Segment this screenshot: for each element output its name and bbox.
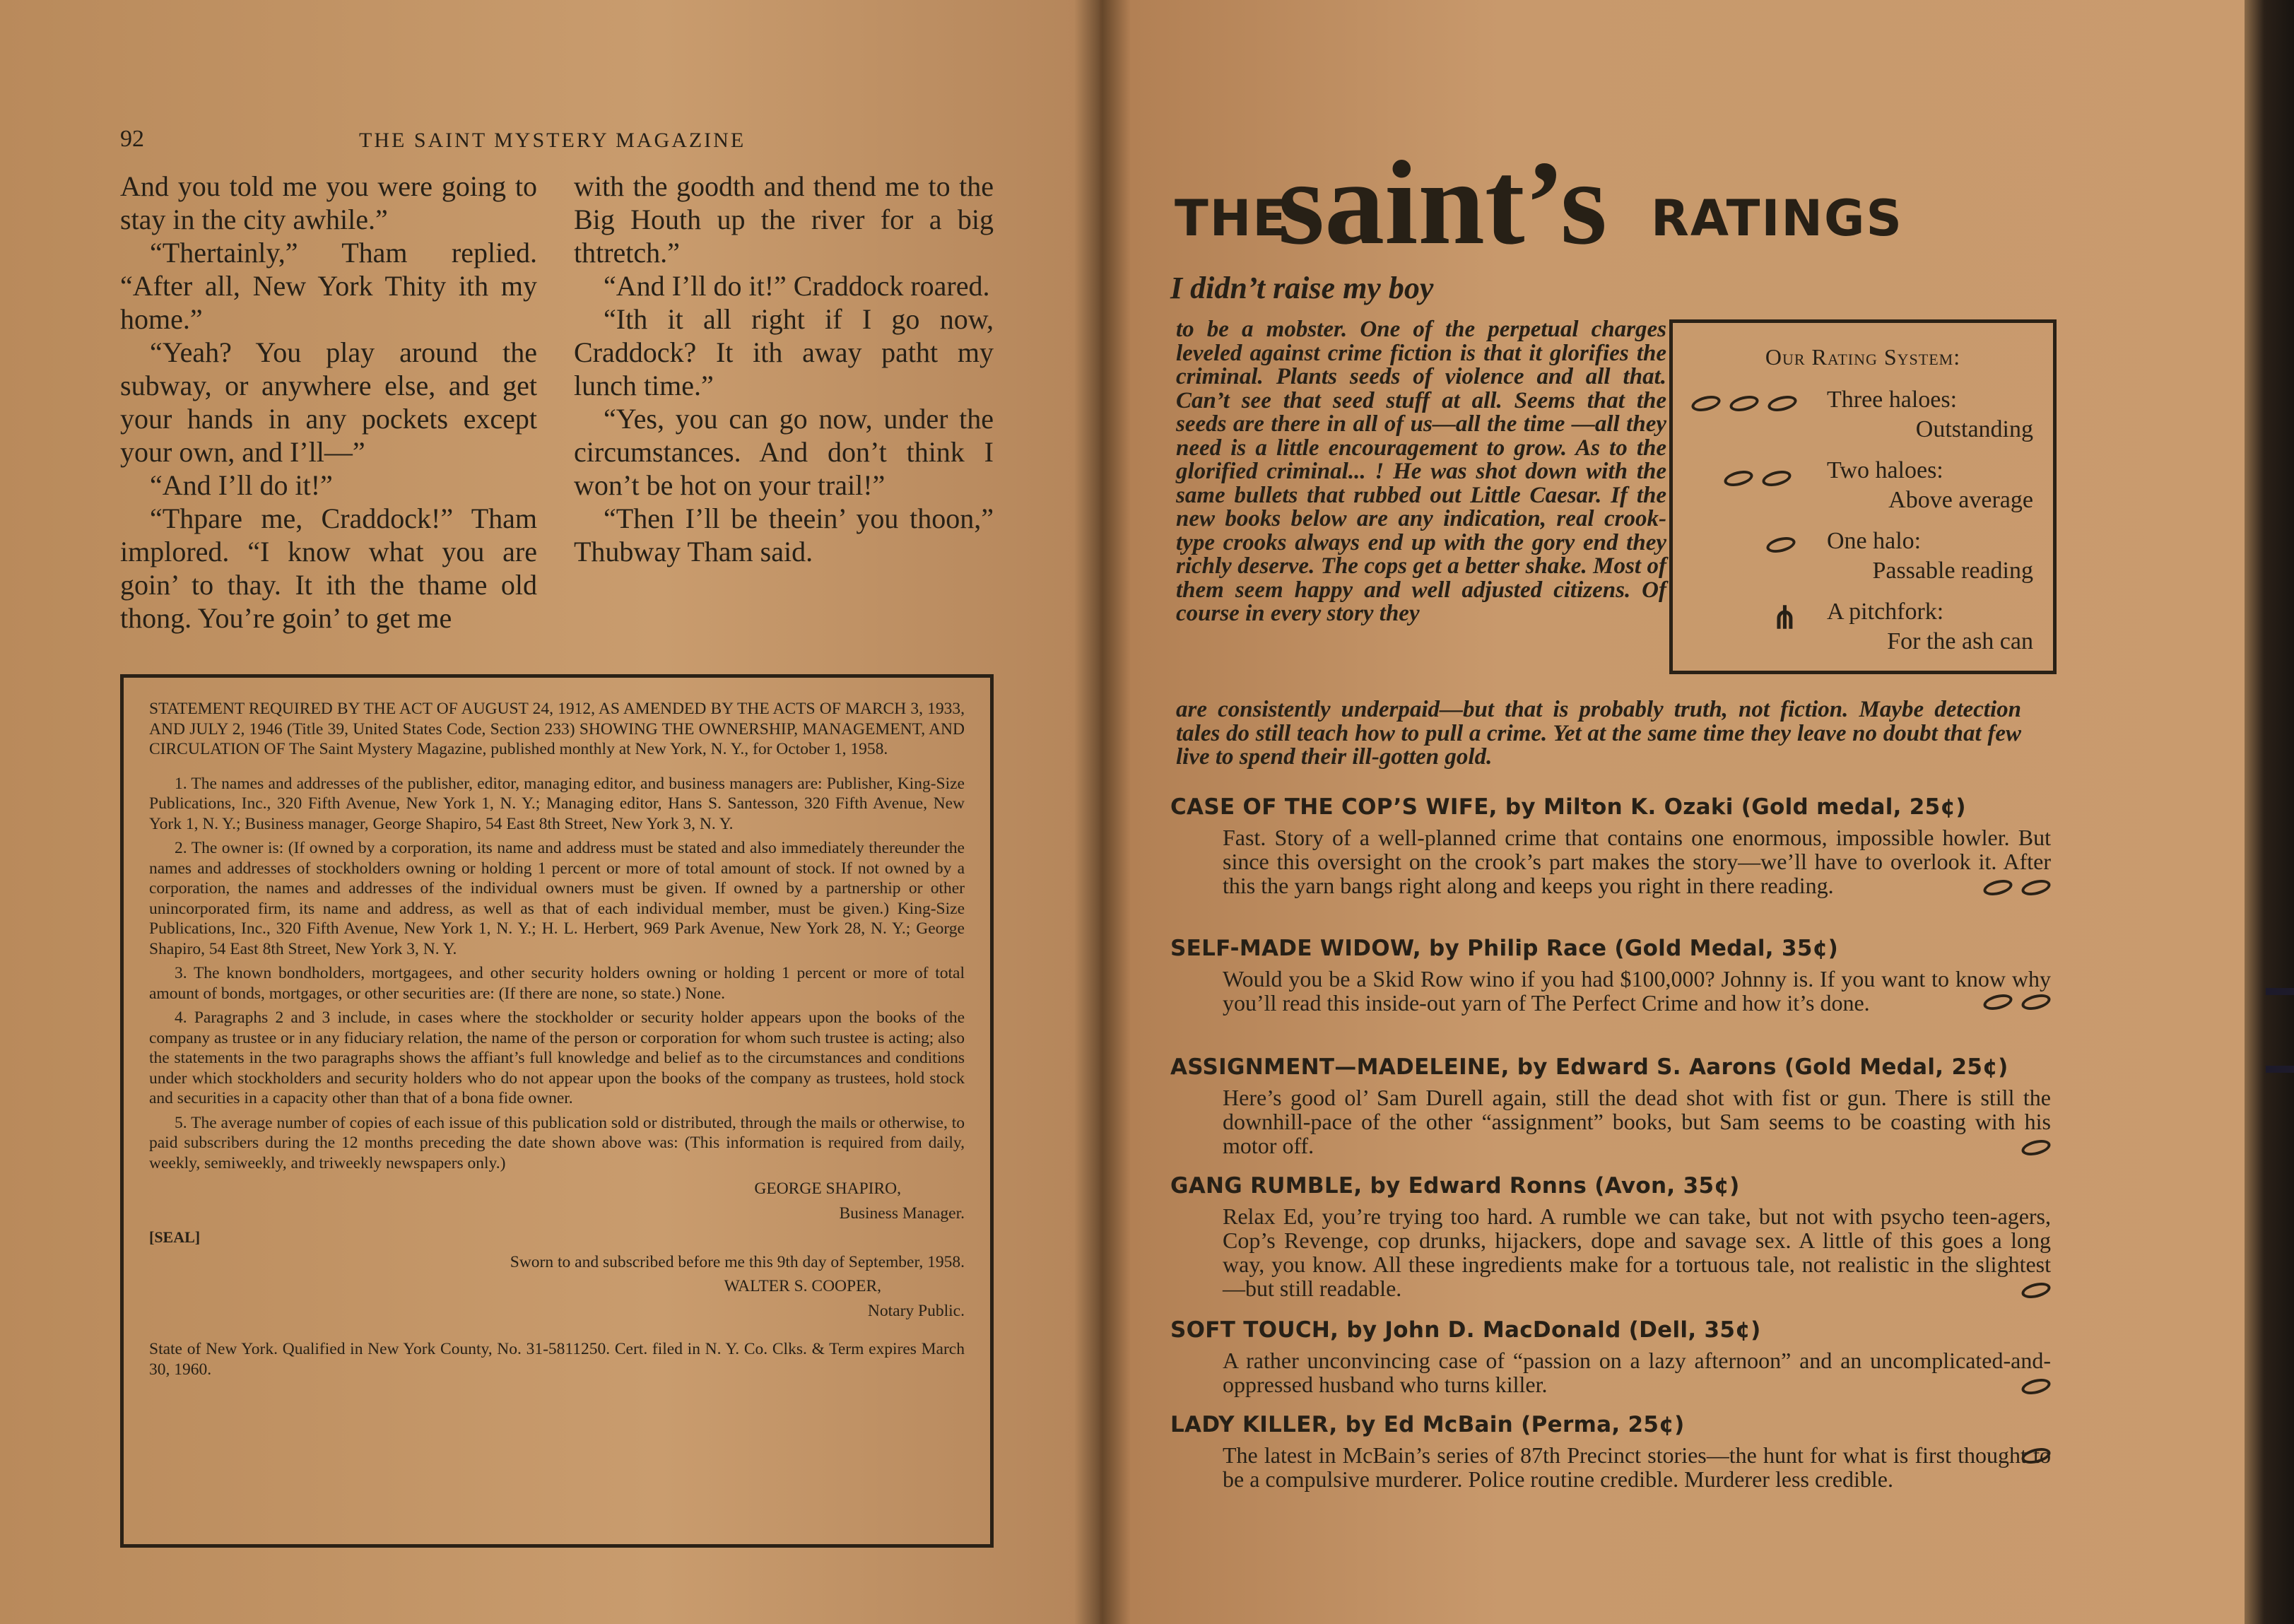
rating-label: Two haloes:: [1827, 457, 1943, 483]
pitchfork-icon: ⋔: [1772, 601, 1798, 635]
rating-label: One halo:: [1827, 528, 1922, 554]
review-item: [1170, 794, 2051, 898]
one-halo-icon: [1766, 538, 1796, 552]
story-paragraph: “And I’ll do it!” Craddock roared.: [604, 270, 990, 302]
review-item: [1170, 936, 2051, 1015]
statement-paragraph: 3. The known bondholders, mortgagees, and other security holders owning or holding 1 percent or more of total amount of bonds, mortgages, or other securities are: (If there are none, so state.) None.: [149, 964, 965, 1003]
statement-footer: State of New York. Qualified in New York County, No. 31-5811250. Cert. filed in N. Y. Co. Clks. & Term expires March 30, 1960.: [149, 1340, 965, 1379]
three-halos-icon: [1691, 396, 1797, 411]
notary-name: WALTER S. COOPER,: [724, 1277, 881, 1295]
review-body: Would you be a Skid Row wino if you had $100,000? Johnny is. If you want to know why you’ll read this inside-out yarn of The Perfect Crime and how it’s done.: [1223, 966, 2051, 1016]
statement-paragraph: 4. Paragraphs 2 and 3 include, in cases where the stockholder or security holder appears upon the books of the company as trustee or in any fiduciary relation, the name of the person or corporation for whom such trustee is acting; also the statements in the two paragraphs shows the affiant’s full knowledge and belief as to the circumstances and conditions under which stockholders and security holders who do not appear upon the books of the company as trustees, hold stock and securities in a capacity other than that of a bona fide owner.: [149, 1008, 965, 1107]
story-paragraph: “Thertainly,” Tham replied. “After all, New York Thity ith my home.”: [120, 237, 537, 335]
review-body: A rather unconvincing case of “passion on a lazy afternoon” and an uncomplicated-and-oppressed husband who turns killer.: [1223, 1348, 2051, 1397]
index-tab-mark: [2266, 988, 2294, 995]
one-halo-icon: [2021, 1379, 2051, 1394]
two-halos-icon: [1983, 881, 2051, 895]
story-paragraph: “Ith it all right if I go now, Craddock? It ith away patht my lunch time.”: [574, 303, 994, 401]
review-heading: ASSIGNMENT—MADELEINE, by Edward S. Aarons (Gold Medal, 25¢): [1170, 1054, 2008, 1080]
statement-paragraph: 2. The owner is: (If owned by a corporation, its name and address must be stated and also immediately thereunder the names and addresses of stockholders owning or holding 1 percent or more of total amount of stock. If not owned by a corporation, the names and addresses of the individual owners must be given. If owned by a partnership or other unincorporated firm, its name and address, as well as that of each individual member, must be given.) King-Size Publications, Inc., 320 Fifth Avenue, New York 1, N. Y.; H. L. Herbert, 969 Park Avenue, New York 28, N. Y.; George Shapiro, 54 East 8th Street, New York 3, N. Y.: [149, 839, 965, 958]
book-gutter: [1074, 0, 1131, 1624]
notary-title: Notary Public.: [867, 1301, 965, 1320]
story-column-1: [120, 170, 537, 635]
story-paragraph: “Thpare me, Craddock!” Tham implored. “I know what you are goin’ to thay. It ith the thame old thong. You’re goin’ to get me: [120, 502, 537, 634]
statement-paragraph: 5. The average number of copies of each issue of this publication sold or distributed, through the mails or otherwise, to paid subscribers during the 12 months preceding the date shown above was: (This information is required from daily, weekly, semiweekly, and triweekly newspapers only.): [149, 1113, 965, 1172]
review-heading: SELF-MADE WIDOW, by Philip Race (Gold Medal, 35¢): [1170, 936, 1839, 961]
review-item: [1170, 1054, 2051, 1158]
running-head: THE SAINT MYSTERY MAGAZINE: [359, 129, 746, 152]
story-paragraph: with the goodth and thend me to the Big Houth up the river for a big thtretch.”: [574, 170, 994, 269]
review-body: Here’s good ol’ Sam Durell again, still the dead shot with fist or gun. There is still the downhill-pace of the other “assignment” books, but Sam seems to be coasting with his motor off.: [1223, 1085, 2051, 1158]
page-edges: [2245, 0, 2294, 1624]
story-paragraph: “Yeah? You play around the subway, or anywhere else, and get your hands in any pockets except your own, and I’ll—”: [120, 336, 537, 468]
two-halos-icon: [1983, 995, 2051, 1009]
review-body: The latest in McBain’s series of 87th Precinct stories—the hunt for what is first thought to be a compulsive murderer. Police routine credible. Murderer less credible.: [1223, 1442, 2051, 1492]
one-halo-icon: [2021, 1449, 2051, 1463]
rating-label: Three haloes:: [1827, 387, 1958, 413]
story-paragraph: “Yes, you can go now, under the circumstances. And don’t think I won’t be hot on your trail!”: [574, 403, 994, 501]
index-tab-mark: [2266, 1066, 2294, 1073]
review-heading: CASE OF THE COP’S WIFE, by Milton K. Ozaki (Gold medal, 25¢): [1170, 794, 1966, 820]
review-item: [1170, 1317, 2051, 1396]
rating-meaning: Outstanding: [1915, 416, 2033, 442]
story-paragraph: “And I’ll do it!”: [150, 469, 333, 501]
story-paragraph: “Then I’ll be theein’ you thoon,” Thubway Tham said.: [574, 502, 994, 567]
title-ratings: RATINGS: [1651, 189, 1903, 247]
seal-label: [SEAL]: [149, 1228, 201, 1246]
statement-paragraph: 1. The names and addresses of the publisher, editor, managing editor, and business managers are: Publisher, King-Size Publications, Inc., 320 Fifth Avenue, New York 1, N. Y.; Managing editor, Hans S. Santesson, 320 Fifth Avenue, New York 1, N. Y.; Business manager, George Shapiro, 54 East 8th Street, New York 3, N. Y.: [149, 774, 965, 833]
rating-meaning: For the ash can: [1887, 628, 2033, 654]
rating-meaning: Passable reading: [1872, 558, 2033, 584]
column-subtitle: I didn’t raise my boy: [1170, 271, 1434, 305]
sworn-line: Sworn to and subscribed before me this 9th day of September, 1958.: [510, 1252, 965, 1271]
right-page: [1100, 0, 2245, 1624]
signer-name: GEORGE SHAPIRO,: [754, 1179, 901, 1198]
review-item: [1170, 1412, 2051, 1491]
story-paragraph: And you told me you were going to stay in the city awhile.”: [120, 170, 537, 235]
title-saint: saint’s: [1278, 136, 1608, 269]
statement-heading: STATEMENT REQUIRED BY THE ACT OF AUGUST 24, 1912, AS AMENDED BY THE ACTS OF MARCH 3, 1933, AND JULY 2, 1946 (Title 39, United States Code, Section 233) SHOWING THE OWNERSHIP, MANAGEMENT, AND CIRCULATION OF The Saint Mystery Magazine, published monthly at New York, N. Y., for October 1, 1958.: [149, 700, 965, 758]
title-the: THE: [1175, 189, 1288, 247]
review-body: Relax Ed, you’re trying too hard. A rumble we can take, but not with psycho teen-agers, Cop’s Revenge, cop drunks, hijackers, dope and savage sex. A little of this goes a long way, you know. All these ingredients make for a tortuous tale, not realistic in the slightest—but still readable.: [1223, 1204, 2051, 1301]
review-body: Fast. Story of a well-planned crime that contains one enormous, impossible howler. But since this oversight on the crook’s part makes the story—we’ll have to overlook it. After this the yarn bangs right along and keeps you right in there reading.: [1223, 825, 2051, 898]
review-item: [1170, 1173, 2051, 1300]
ownership-statement-box: [120, 674, 994, 1548]
rating-system-box: [1669, 319, 2057, 674]
review-heading: SOFT TOUCH, by John D. MacDonald (Dell, 35¢): [1170, 1317, 1761, 1343]
signer-title: Business Manager.: [839, 1204, 965, 1223]
rating-system-title: Our Rating System:: [1765, 344, 1961, 370]
page-number: 92: [120, 126, 144, 152]
intro-text-wide: are consistently underpaid—but that is probably truth, not fiction. Maybe detection tales do still teach how to pull a crime. Yet at the same time they leave no doubt that few live to spend their ill-gotten gold.: [1176, 697, 2021, 770]
review-heading: LADY KILLER, by Ed McBain (Perma, 25¢): [1170, 1412, 1685, 1437]
rating-meaning: Above average: [1888, 487, 2033, 513]
review-heading: GANG RUMBLE, by Edward Ronns (Avon, 35¢): [1170, 1173, 1740, 1199]
two-halos-icon: [1724, 471, 1792, 486]
one-halo-icon: [2021, 1141, 2051, 1155]
one-halo-icon: [2021, 1283, 2051, 1298]
rating-label: A pitchfork:: [1827, 599, 1944, 625]
story-column-2: [574, 170, 994, 568]
left-page: [0, 0, 1100, 1624]
intro-text-narrow: to be a mobster. One of the perpetual charges leveled against crime fiction is that it glorifies the criminal. Plants seeds of violence and all that. Can’t see that seed stuff at all. Seems that the seeds are there in all of us—all the time —all they need is a little encouragement to grow. As to the glorified criminal... ! He was shot down with the same bullets that rubbed out Little Caesar. If the new books below are any indication, real crook-type crooks always end up with the gory end they richly deserve. The cops get a better shake. Most of them seem happy and well adjusted citizens. Of course in every story they: [1176, 317, 1666, 626]
